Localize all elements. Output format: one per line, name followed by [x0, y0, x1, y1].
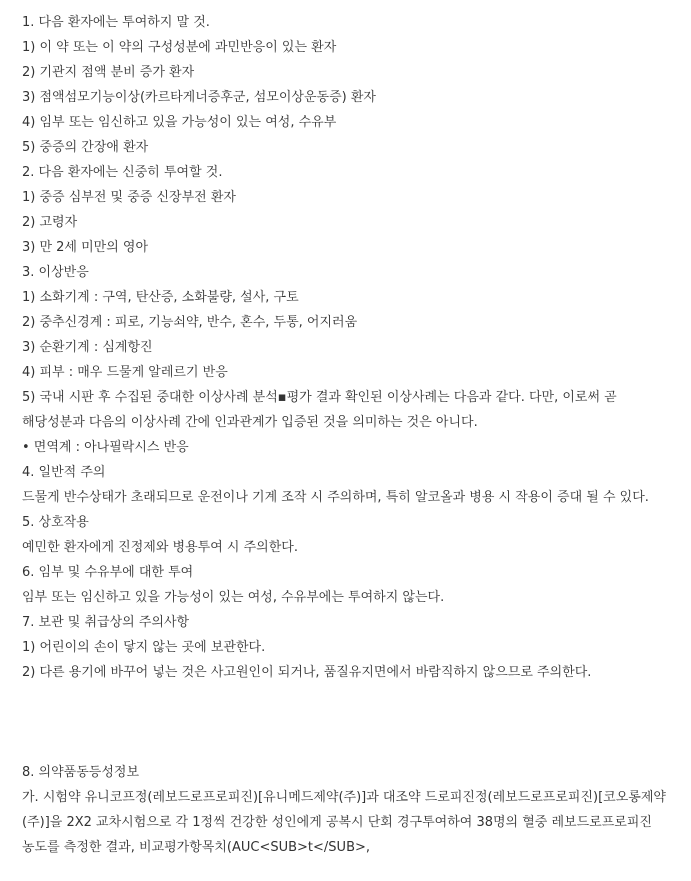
text-line: 5) 중증의 간장애 환자 — [22, 140, 149, 155]
text-line: 6. 임부 및 수유부에 대한 투여 — [22, 565, 194, 580]
text-line: 1) 이 약 또는 이 약의 구성성분에 과민반응이 있는 환자 — [22, 40, 337, 55]
text-line: 7. 보관 및 취급상의 주의사항 — [22, 615, 190, 630]
text-line: 1. 다음 환자에는 투여하지 말 것. — [22, 15, 210, 30]
spacer — [22, 685, 677, 760]
text-line: 3) 순환기계 : 심계항진 — [22, 340, 153, 355]
text-line: • 면역계 : 아나필락시스 반응 — [22, 440, 189, 455]
text-line: 4) 임부 또는 임신하고 있을 가능성이 있는 여성, 수유부 — [22, 115, 337, 130]
text-line: 1) 소화기계 : 구역, 탄산증, 소화불량, 설사, 구토 — [22, 290, 299, 305]
text-line: 1) 중증 심부전 및 중증 신장부전 환자 — [22, 190, 236, 205]
text-line: 3. 이상반응 — [22, 265, 89, 280]
text-line: 4. 일반적 주의 — [22, 465, 106, 480]
text-line: 1) 어린이의 손이 닿지 않는 곳에 보관한다. — [22, 640, 266, 655]
text-line: 임부 또는 임신하고 있을 가능성이 있는 여성, 수유부에는 투여하지 않는다. — [22, 590, 445, 605]
bioequivalence-paragraph: 가. 시험약 유니코프정(레보드로프로피진)[유니메드제약(주)]과 대조약 드로피진정(레보드로프로피진)[코오롱제약(주)]을 2X2 교차시험으로 각 1정씩 건강한 성인에게 공복시 단회 경구투여하여 38명의 혈중 레보드로프로피진 농도를 측정한 결과, 비교평가항목치(AUC<SUB>t</SUB>, — [22, 790, 666, 855]
text-line: 4) 피부 : 매우 드물게 알레르기 반응 — [22, 365, 228, 380]
text-line: 3) 만 2세 미만의 영아 — [22, 240, 149, 255]
text-line: 예민한 환자에게 진정제와 병용투여 시 주의한다. — [22, 540, 298, 555]
text-line: 2) 기관지 점액 분비 증가 환자 — [22, 65, 195, 80]
text-line: 2) 다른 용기에 바꾸어 넣는 것은 사고원인이 되거나, 품질유지면에서 바람직하지 않으므로 주의한다. — [22, 665, 592, 680]
text-line: 2. 다음 환자에는 신중히 투여할 것. — [22, 165, 223, 180]
adverse-events-paragraph: 5) 국내 시판 후 수집된 중대한 이상사례 분석▪평가 결과 확인된 이상사례는 다음과 같다. 다만, 이로써 곧 해당성분과 다음의 이상사례 간에 인과관계가 입증된 것을 의미하는 것은 아니다. — [22, 390, 617, 430]
general-precautions-paragraph: 드물게 반수상태가 초래되므로 운전이나 기계 조작 시 주의하며, 특히 알코올과 병용 시 작용이 증대 될 수 있다. — [22, 490, 649, 505]
text-line: 2) 고령자 — [22, 215, 78, 230]
section-heading: 8. 의약품동등성정보 — [22, 765, 139, 780]
text-line: 2) 중추신경계 : 피로, 기능쇠약, 반수, 혼수, 두통, 어지러움 — [22, 315, 358, 330]
text-line: 3) 점액섬모기능이상(카르타게너증후군, 섬모이상운동증) 환자 — [22, 90, 376, 105]
text-line: 5. 상호작용 — [22, 515, 89, 530]
document-body — [22, 10, 677, 860]
